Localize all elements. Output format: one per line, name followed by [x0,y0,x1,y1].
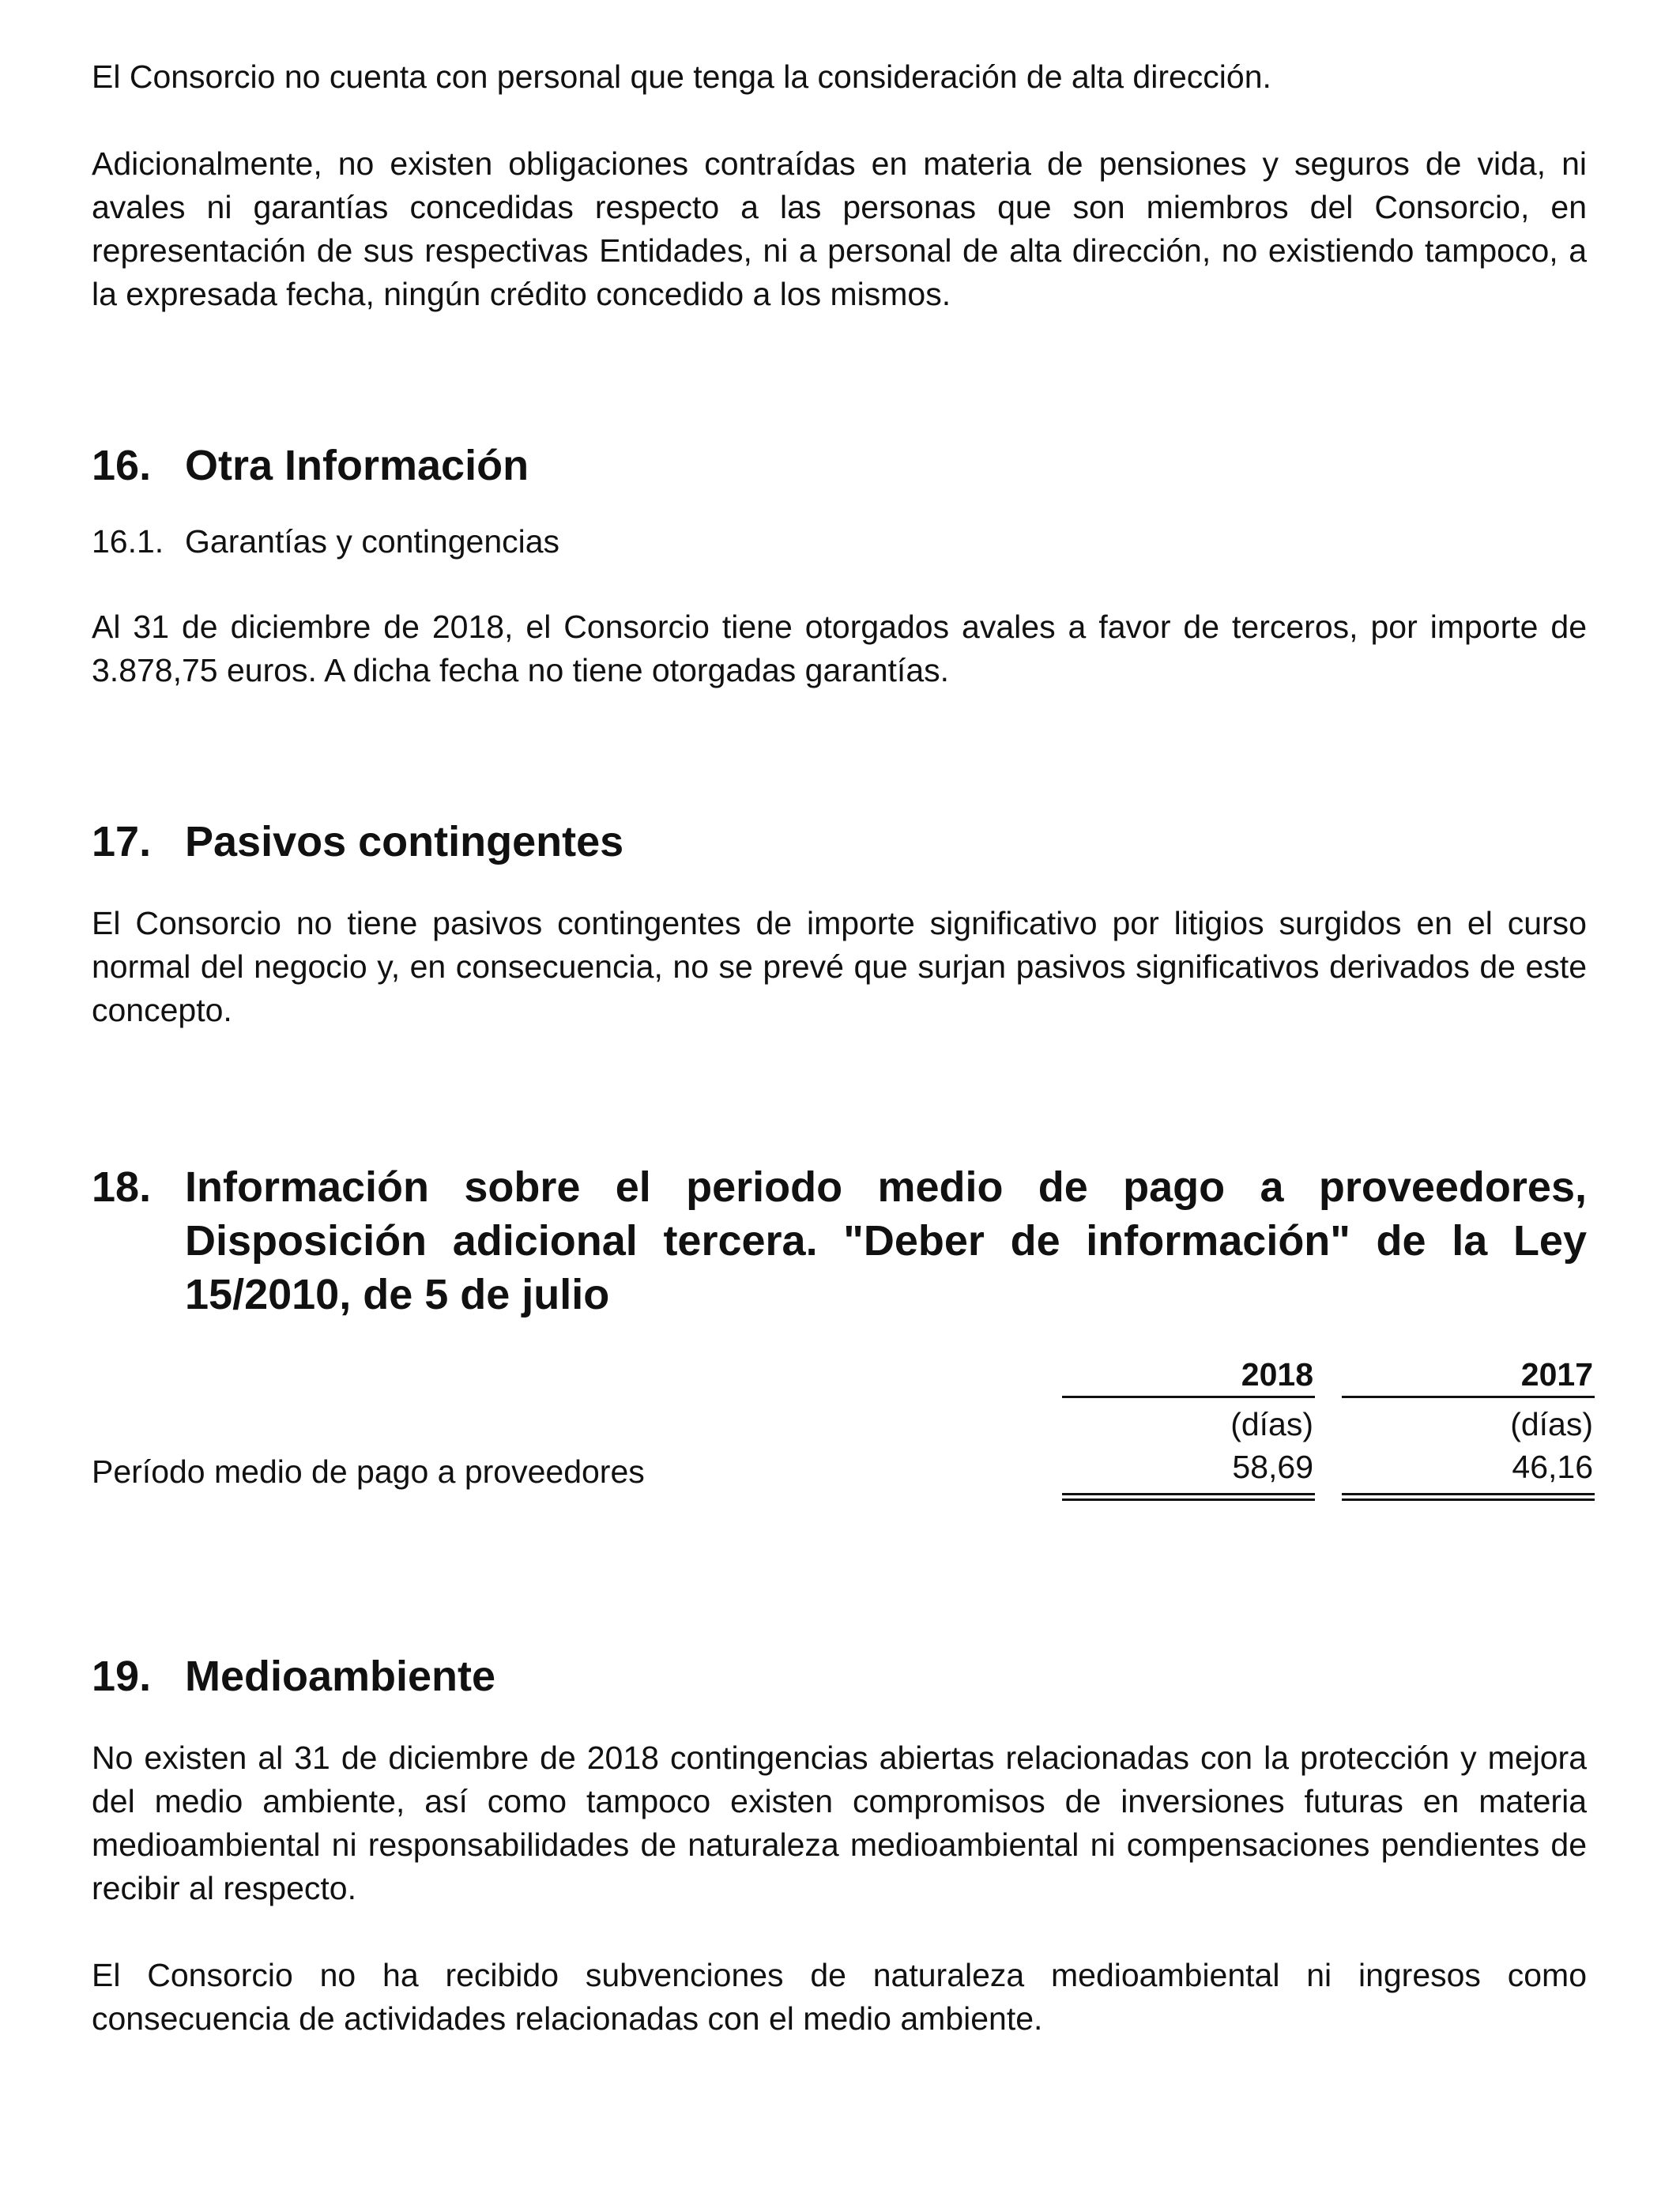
payment-period-table [92,1353,1593,1523]
section-16-title: Otra Información [185,442,529,489]
section-18-heading [92,1160,1587,1321]
section-19-paragraph-2: El Consorcio no ha recibido subvenciones de naturaleza medioambiental ni ingresos como consecuencia de actividades relacionadas con el medio ambiente. [92,1957,1587,2037]
intro-paragraph-2: Adicionalmente, no existen obligaciones contraídas en materia de pensiones y seguros de vida, ni avales ni garantías concedidas respecto a las personas que son miembros del Consorcio, en representación de sus respectivas Entidades, ni a personal de alta dirección, no existiendo tampoco, a la expresada fecha, ningún crédito concedido a los mismos. [92,145,1587,312]
section-19-paragraph-1: No existen al 31 de diciembre de 2018 contingencias abiertas relacionadas con la protección y mejora del medio ambiente, así como tampoco existen compromisos de inversiones futuras en materia medioambiental ni responsabilidades de naturaleza medioambiental ni compensaciones pendientes de recibir al respecto. [92,1740,1587,1906]
section-17-paragraph: El Consorcio no tiene pasivos contingentes de importe significativo por litigios surgidos en el curso normal del negocio y, en consecuencia, no se prevé que surjan pasivos significativos derivados de este concepto. [92,905,1587,1028]
section-18-number: 18. [92,1163,152,1211]
cell-value-2017: 46,16 [1512,1449,1593,1485]
section-16-1-heading [92,520,1587,564]
column-year-2017: 2017 [1342,1353,1595,1398]
column-unit-2018: (días) [1230,1406,1313,1442]
section-16-number: 16. [92,442,152,489]
section-16-paragraph: Al 31 de diciembre de 2018, el Consorcio tiene otorgados avales a favor de terceros, por importe de 3.878,75 euros. A dicha fecha no tiene otorgadas garantías. [92,609,1587,688]
table-column-2017 [1342,1353,1595,1501]
section-19-number: 19. [92,1653,152,1700]
double-underline [1062,1493,1315,1501]
section-17-heading [92,815,1587,869]
section-19-heading [92,1649,1587,1703]
section-17-title: Pasivos contingentes [185,818,624,865]
section-17-number: 17. [92,818,152,865]
intro-paragraph-1: El Consorcio no cuenta con personal que tenga la consideración de alta dirección. [92,58,1271,95]
section-19-title: Medioambiente [185,1653,496,1700]
document-page [92,47,1593,2041]
section-16-heading [92,439,1587,492]
column-year-2018: 2018 [1062,1353,1315,1398]
table-column-2018 [1062,1353,1315,1501]
cell-value-2018: 58,69 [1232,1449,1313,1485]
column-unit-2017: (días) [1510,1406,1593,1442]
section-18-title: Información sobre el periodo medio de pago a proveedores, Disposición adicional tercera. "Deber de información" de la Ley 15/2010, de 5 de julio [185,1163,1587,1318]
table-row-label: Período medio de pago a proveedores [92,1453,645,1490]
double-underline [1342,1493,1595,1501]
section-16-1-number: 16.1. [92,523,164,560]
section-16-1-title: Garantías y contingencias [185,523,560,560]
